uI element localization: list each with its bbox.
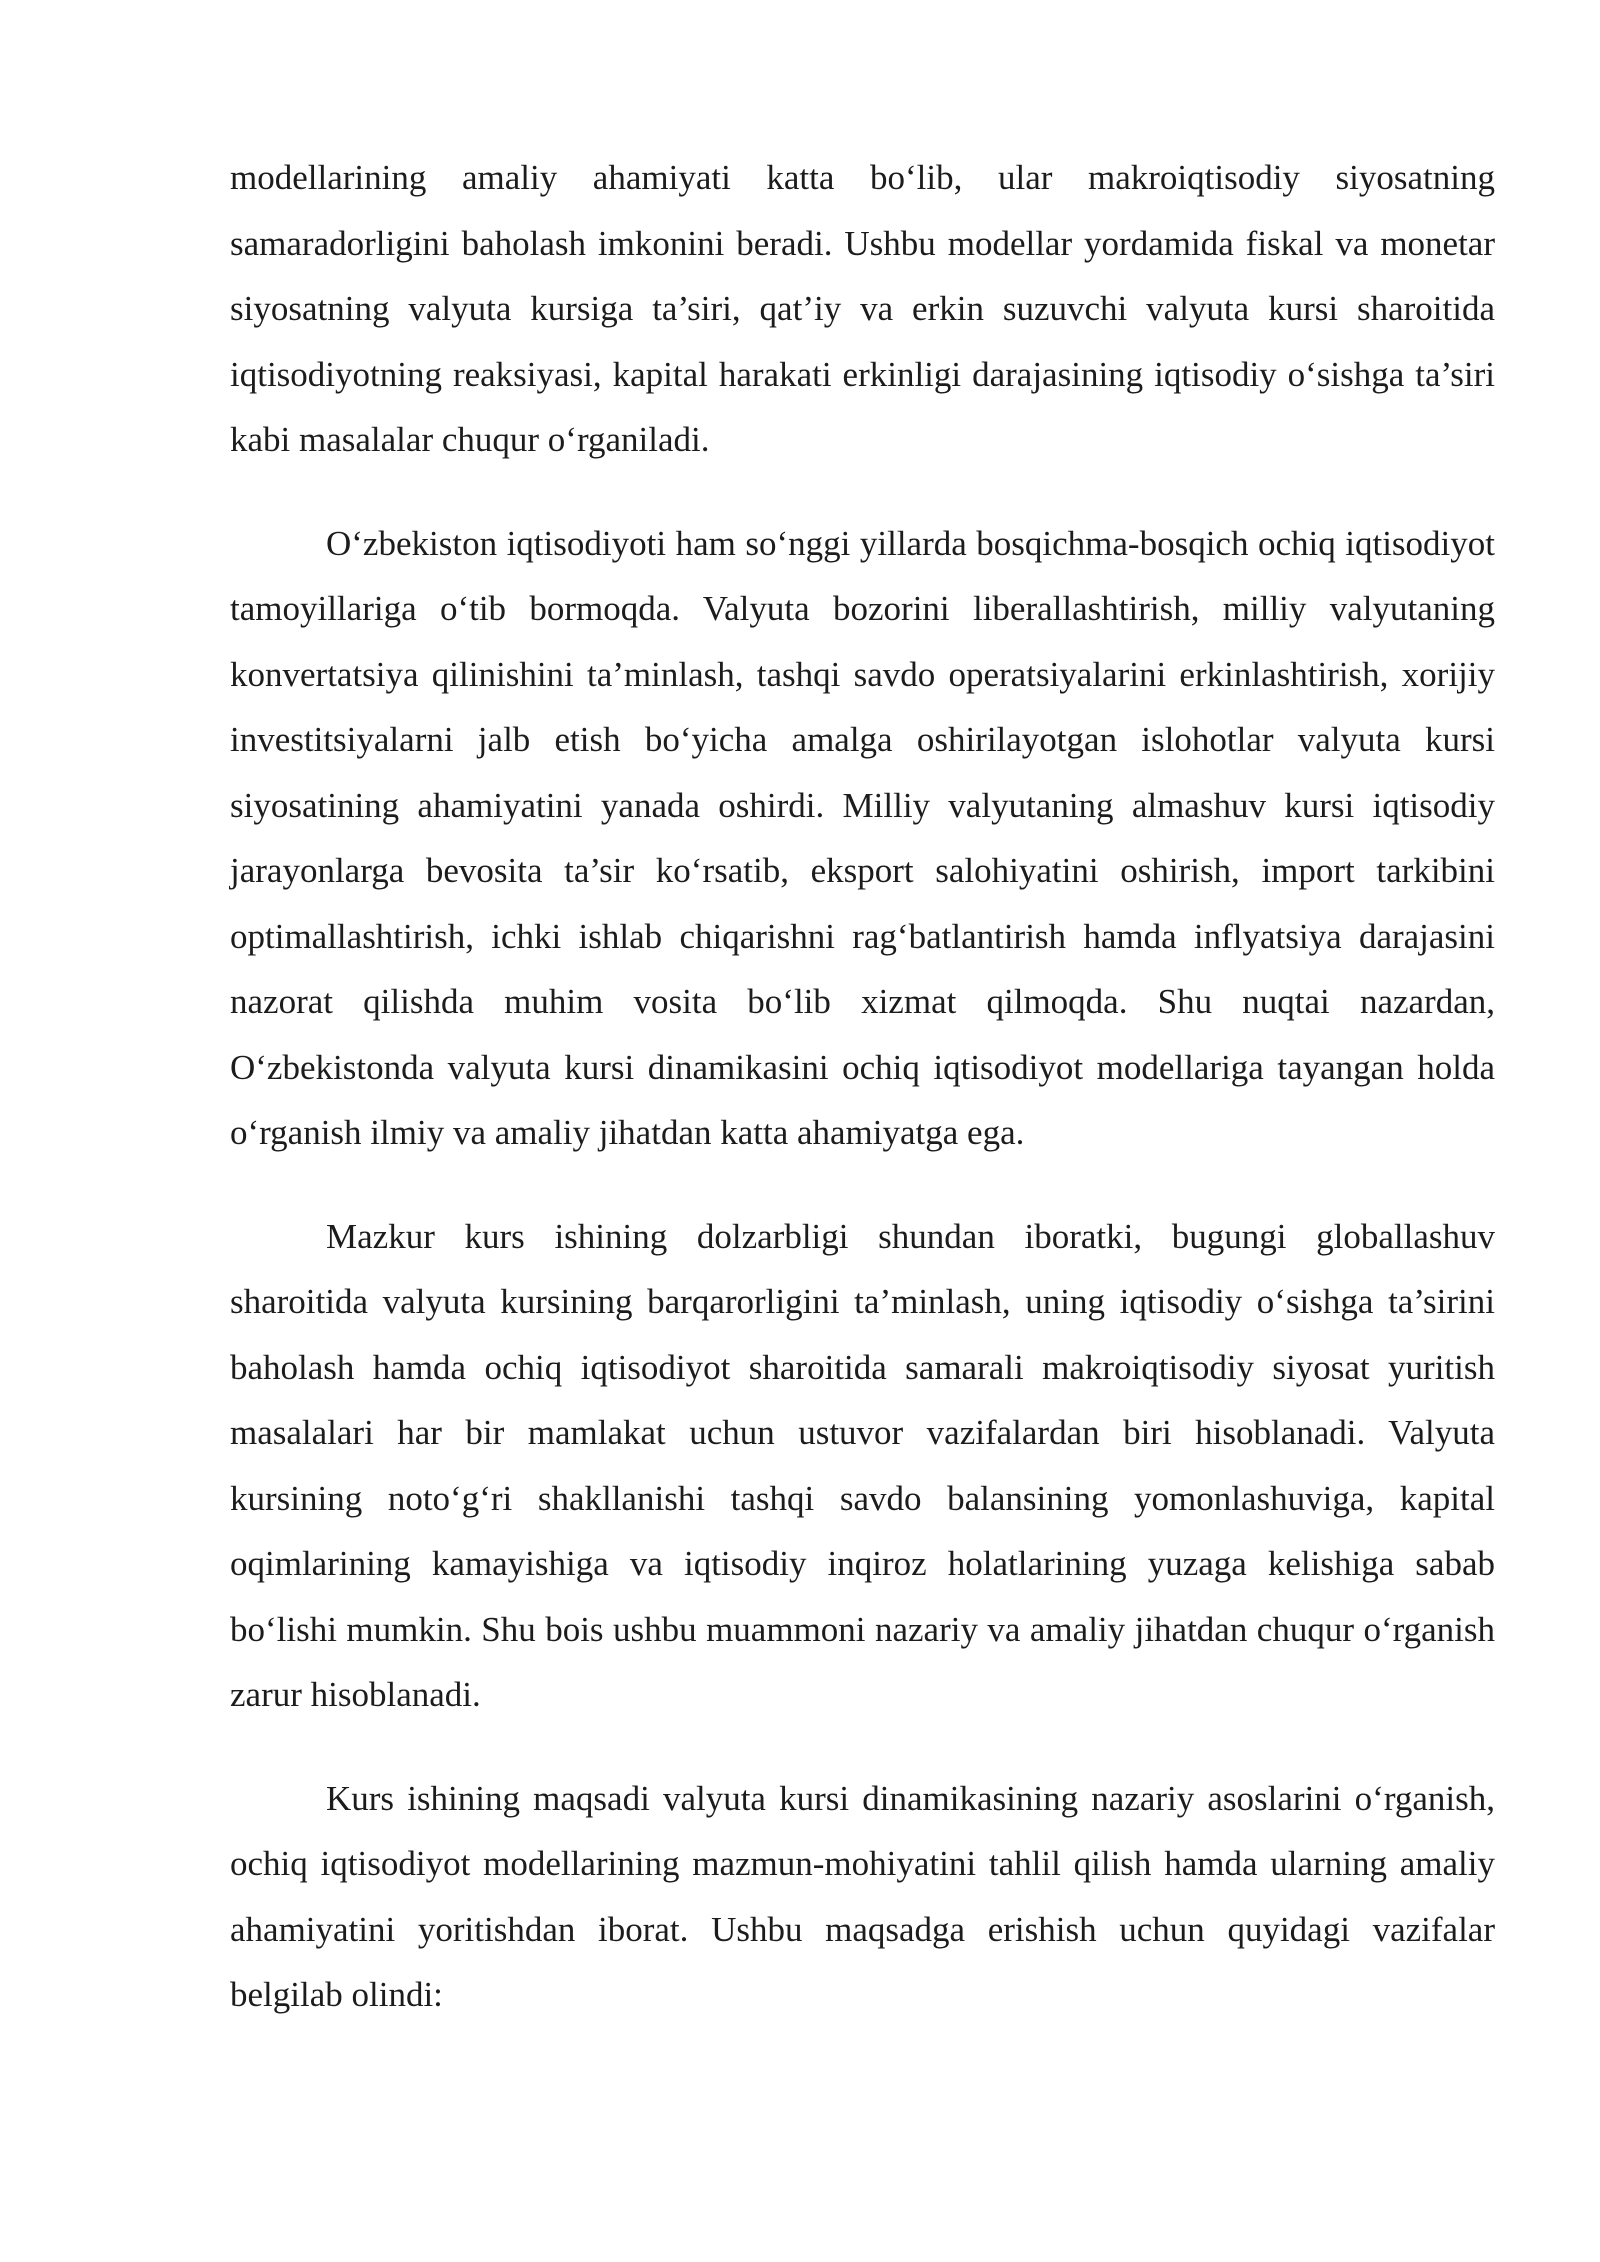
paragraph-goal: Kurs ishining maqsadi valyuta kursi dinamikasining nazariy asoslarini o‘rganish, ochiq iqtisodiyot modellarining mazmun-mohiyatini tahlil qilish hamda ularning amaliy ahamiyatini yoritishdan iborat. Ushbu maqsadga erishish uchun quyidagi vazifalar belgilab olindi: (230, 1778, 1495, 2014)
body-text (230, 145, 1495, 2066)
paragraph-continuation: modellarining amaliy ahamiyati katta bo‘lib, ular makroiqtisodiy siyosatning samaradorligini baholash imkonini beradi. Ushbu modellar yordamida fiskal va monetar siyosatning valyuta kursiga ta’siri, qat’iy va erkin suzuvchi valyuta kursi sharoitida iqtisodiyotning reaksiyasi, kapital harakati erkinligi darajasining iqtisodiy o‘sishga ta’siri kabi masalalar chuqur o‘rganiladi. (230, 158, 1495, 459)
paragraph-relevance: Mazkur kurs ishining dolzarbligi shundan iboratki, bugungi globallashuv sharoitida valyuta kursining barqarorligini ta’minlash, uning iqtisodiy o‘sishga ta’sirini baholash hamda ochiq iqtisodiyot sharoitida samarali makroiqtisodiy siyosat yuritish masalalari har bir mamlakat uchun ustuvor vazifalardan biri hisoblanadi. Valyuta kursining noto‘g‘ri shakllanishi tashqi savdo balansining yomonlashuviga, kapital oqimlarining kamayishiga va iqtisodiy inqiroz holatlarining yuzaga kelishiga sabab bo‘lishi mumkin. Shu bois ushbu muammoni nazariy va amaliy jihatdan chuqur o‘rganish zarur hisoblanadi. (230, 1216, 1495, 1714)
paragraph-uzbekistan-economy: O‘zbekiston iqtisodiyoti ham so‘nggi yillarda bosqichma-bosqich ochiq iqtisodiyot tamoyillariga o‘tib bormoqda. Valyuta bozorini liberallashtirish, milliy valyutaning konvertatsiya qilinishini ta’minlash, tashqi savdo operatsiyalarini erkinlashtirish, xorijiy investitsiyalarni jalb etish bo‘yicha amalga oshirilayotgan islohotlar valyuta kursi siyosatining ahamiyatini yanada oshirdi. Milliy valyutaning almashuv kursi iqtisodiy jarayonlarga bevosita ta’sir ko‘rsatib, eksport salohiyatini oshirish, import tarkibini optimallashtirish, ichki ishlab chiqarishni rag‘batlantirish hamda inflyatsiya darajasini nazorat qilishda muhim vosita bo‘lib xizmat qilmoqda. Shu nuqtai nazardan, O‘zbekistonda valyuta kursi dinamikasini ochiq iqtisodiyot modellariga tayangan holda o‘rganish ilmiy va amaliy jihatdan katta ahamiyatga ega. (230, 523, 1495, 1152)
